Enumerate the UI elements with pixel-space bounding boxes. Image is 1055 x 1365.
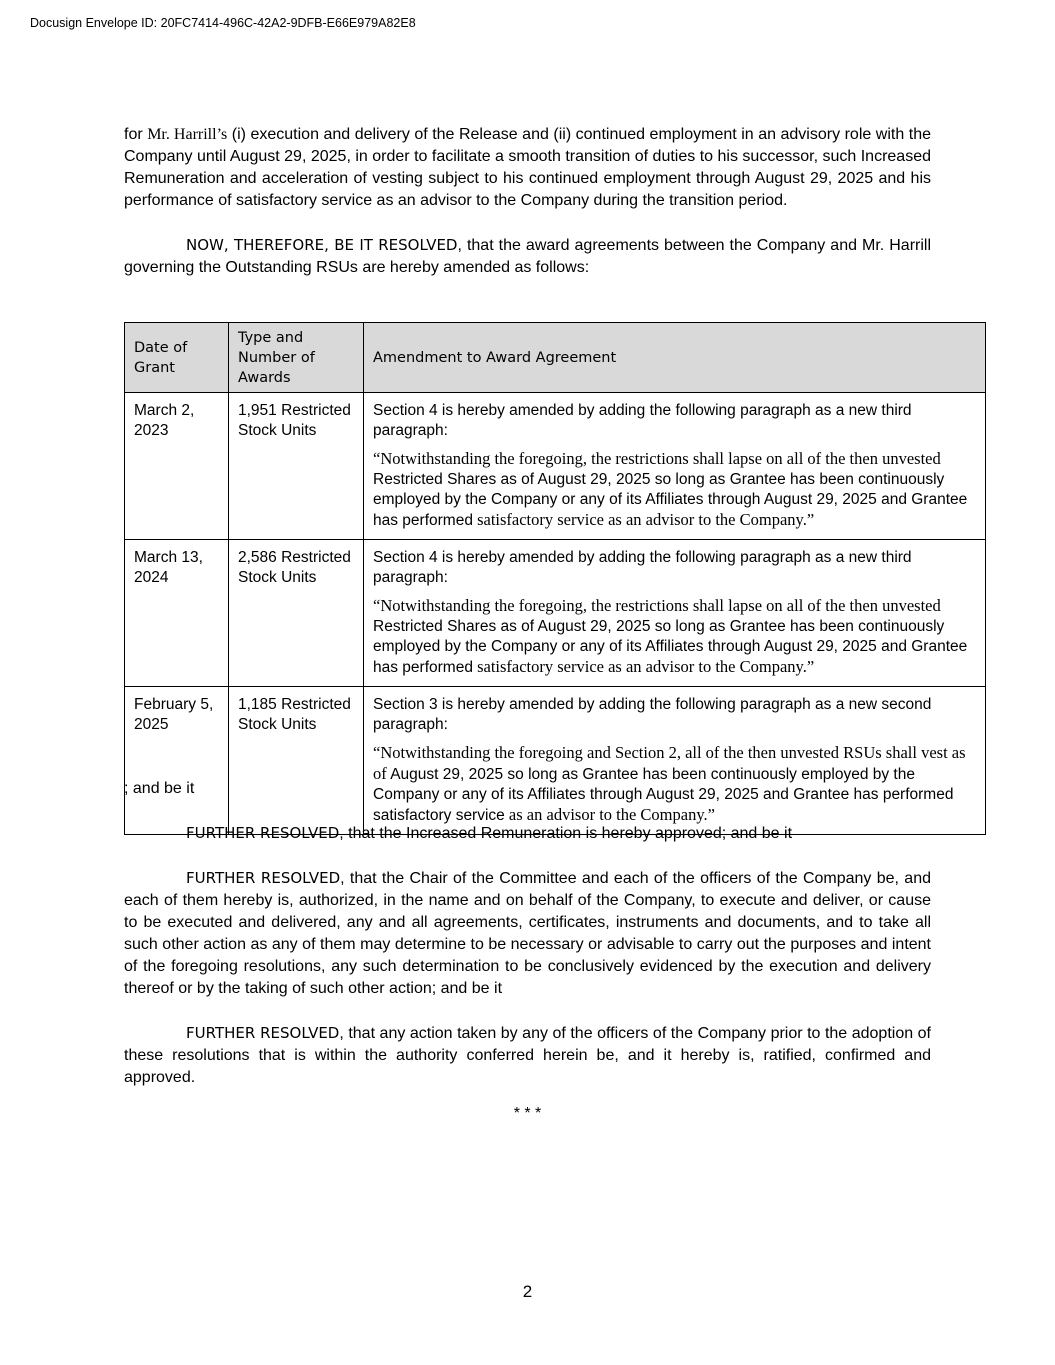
resolution-text: , that the Increased Remuneration is hereby approved; and be it <box>339 825 793 842</box>
resolution-increased-remuneration <box>124 822 931 845</box>
resolution-caps: FURTHER RESOLVED <box>186 869 341 887</box>
awards-cell: 1,951 Restricted Stock Units <box>229 393 364 540</box>
quote-serif-end: as an advisor to the Company.” <box>504 805 715 824</box>
grant-date-cell: March 13, 2024 <box>125 540 229 687</box>
quote-serif-start: “Notwithstanding the foregoing, the restrictions shall lapse on all of the then unvested <box>373 596 941 615</box>
quote-serif-end: satisfactory service as an advisor to the Company.” <box>472 657 815 676</box>
intro-name: Mr. Harrill’s <box>147 126 228 143</box>
grant-date-cell: February 5, 2025 <box>125 687 229 835</box>
resolved-paragraph <box>124 234 931 279</box>
page-number: 2 <box>522 1282 533 1301</box>
amendment-quote <box>373 596 976 678</box>
quote-sans: August 29, 2025 so long as Grantee has been continuously employed by the Company or any of its Affiliates through August 29, 2025 and Grantee has performed satisfactory service <box>373 766 954 824</box>
table-row <box>125 540 986 687</box>
table-header-row <box>125 323 986 393</box>
amendment-cell <box>364 393 986 540</box>
amendment-cell <box>364 540 986 687</box>
quote-serif-start: “Notwithstanding the foregoing and Section 2, all of the then unvested RSUs shall vest as of <box>373 743 966 783</box>
intro-text-start: for <box>124 126 148 143</box>
intro-section <box>124 124 931 279</box>
resolutions-section <box>124 778 931 1089</box>
grant-date-cell: March 2, 2023 <box>125 393 229 540</box>
quote-sans: Restricted Shares as of August 29, 2025 so long as Grantee has been continuously employed by the Company or any of its Affiliates through August 29, 2025 and Grantee has performed <box>373 618 968 676</box>
amendment-intro: Section 4 is hereby amended by adding the following paragraph as a new third paragraph: <box>373 402 912 439</box>
resolution-caps: FURTHER RESOLVED <box>186 1024 340 1042</box>
intro-text-rest: (i) execution and delivery of the Release and (ii) continued employment in an advisory role with the Company until August 29, 2025, in order to facilitate a smooth transition of duties to his successor, such Increased Remuneration and acceleration of vesting subject to his continued employment through August 29, 2025 and his performance of satisfactory service as an advisor to the Company during the transition period. <box>124 126 931 209</box>
resolution-ratification <box>124 1022 931 1089</box>
quote-serif-end: satisfactory service as an advisor to the Company.” <box>472 510 815 529</box>
header-type-and-number: Type and Number of Awards <box>229 323 364 393</box>
section-separator-stars: * * * <box>513 1105 542 1122</box>
header-date-of-grant: Date of Grant <box>125 323 229 393</box>
amendment-intro: Section 3 is hereby amended by adding the following paragraph as a new second paragraph: <box>373 696 932 733</box>
resolution-authorization <box>124 867 931 1000</box>
docusign-envelope-id: Docusign Envelope ID: 20FC7414-496C-42A2-9DFB-E66E979A82E8 <box>30 16 416 30</box>
amendment-quote <box>373 449 976 531</box>
award-amendment-table <box>124 322 986 835</box>
quote-serif-start: “Notwithstanding the foregoing, the restrictions shall lapse on all of the then unvested <box>373 449 941 468</box>
awards-cell: 2,586 Restricted Stock Units <box>229 540 364 687</box>
intro-paragraph <box>124 124 931 212</box>
and-be-it: ; and be it <box>124 780 195 797</box>
amendment-intro: Section 4 is hereby amended by adding the following paragraph as a new third paragraph: <box>373 549 912 586</box>
resolved-text: , that the award agreements between the Company and Mr. Harrill governing the Outstanding RSUs are hereby amended as follows: <box>124 237 932 276</box>
resolved-caps: NOW, THEREFORE, BE IT RESOLVED <box>186 236 458 254</box>
resolution-caps: FURTHER RESOLVED <box>186 824 340 842</box>
resolution-text: , that the Chair of the Committee and each of the officers of the Company be, and each of them hereby is, authorized, in the name and on behalf of the Company, to execute and deliver, or cause to be executed and delivered, any and all agreements, certificates, instruments and documents, and to take all such other action as any of them may determine to be necessary or advisable to carry out the purposes and intent of the foregoing resolutions, any such determination to be conclusively evidenced by the execution and delivery thereof or by the taking of such other action; and be it <box>124 870 931 997</box>
awards-cell: 1,185 Restricted Stock Units <box>229 687 364 835</box>
quote-sans: Restricted Shares as of August 29, 2025 so long as Grantee has been continuously employed by the Company or any of its Affiliates through August 29, 2025 and Grantee has performed <box>373 471 968 529</box>
resolution-text: , that any action taken by any of the officers of the Company prior to the adoption of these resolutions that is within the authority conferred herein be, and it hereby is, ratified, confirmed and approved. <box>124 1025 931 1086</box>
header-amendment: Amendment to Award Agreement <box>364 323 986 393</box>
table-row <box>125 393 986 540</box>
